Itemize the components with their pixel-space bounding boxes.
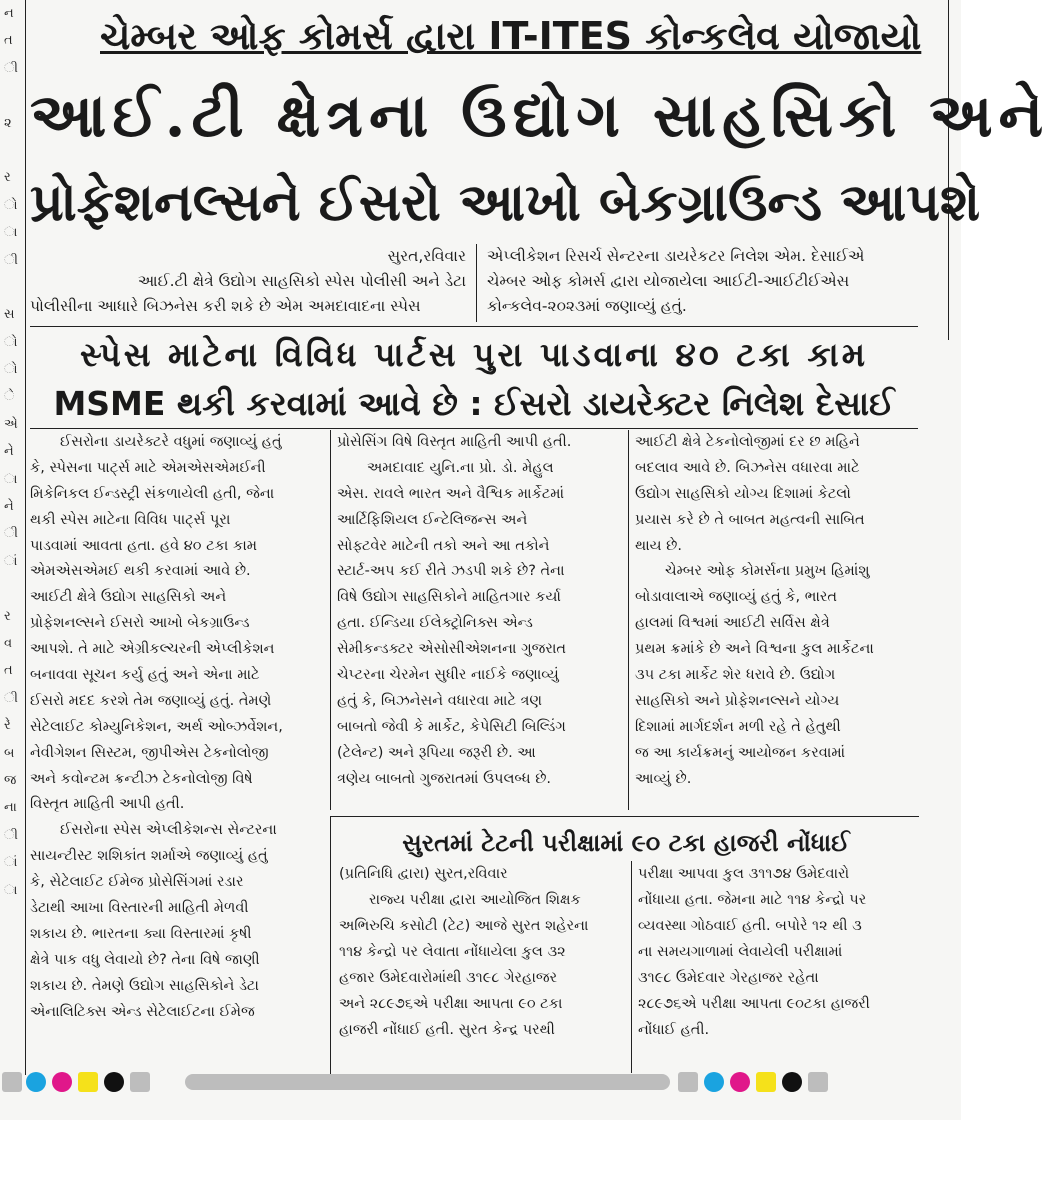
- margin-fragment: બ: [4, 745, 15, 761]
- box-column-2: [631, 861, 911, 1073]
- text-line: શકાય છે. ભારતના ક્યા વિસ્તારમાં કૃષી: [30, 925, 252, 942]
- text-line: ઈસરોના સ્પેસ એપ્લીકેશન્સ સેન્ટરના: [60, 822, 277, 839]
- text-line: સેમીકન્ડક્ટર એસોસીએશનના ગુજરાત: [337, 641, 567, 658]
- text-line: પાડવામાં આવતા હતા. હવે ૪૦ ટકા કામ: [30, 537, 257, 554]
- text-line: હતું કે, બિઝનેસને વધારવા માટે ત્રણ: [337, 692, 543, 709]
- gray-swatch: [678, 1072, 698, 1092]
- text-line: પરીક્ષા આપવા કુલ ૩૧૧૭૪ ઉમેદવારો: [638, 866, 850, 882]
- text-line: ઉદ્યોગ સાહસિકો યોગ્ય દિશામાં કેટલો: [635, 485, 851, 502]
- text-line: નોંધાઈ હતી.: [638, 1022, 710, 1038]
- text-line: સાયન્ટીસ્ટ શશિકાંત શર્માએ જણાવ્યું હતું: [30, 848, 268, 865]
- gray-swatch: [130, 1072, 150, 1092]
- margin-fragment: ાં: [4, 553, 18, 569]
- body-column-2: [330, 430, 620, 810]
- text-line: (પ્રતિનિધિ દ્વારા) સુરત,રવિવાર: [339, 866, 508, 882]
- gray-bar: [185, 1074, 670, 1090]
- magenta-dot: [52, 1072, 72, 1092]
- text-line: વિસ્તૃત માહિતી આપી હતી.: [30, 796, 185, 813]
- yellow-swatch: [756, 1072, 776, 1092]
- text-line: થકી સ્પેસ માટેના વિવિધ પાર્ટ્સ પૂરા: [30, 511, 231, 528]
- margin-fragment: ી: [4, 526, 19, 542]
- body-column-3: [628, 430, 918, 810]
- margin-fragment: ા: [4, 225, 18, 241]
- margin-fragment: ને: [4, 499, 14, 515]
- text-line: કે, સેટેલાઈટ ઈમેજ પ્રોસેસિંગમાં રડાર: [30, 874, 244, 891]
- text-line: ચેપ્ટરના ચેરમેન સુધીર નાઈકે જણાવ્યું: [337, 667, 559, 684]
- headline-line-1: આઈ.ટી ક્ષેત્રના ઉદ્યોગ સાહસિકો અને: [30, 81, 1049, 151]
- divider: [30, 428, 918, 429]
- margin-fragment: એ: [4, 416, 18, 432]
- text-line: મિકેનિકલ ઈન્ડસ્ટ્રી સંકળાયેલી હતી, જેના: [30, 485, 275, 502]
- text-line: બાબતો જેવી કે માર્કેટ, કેપેસિટી બિલ્ડિંગ: [337, 718, 566, 735]
- margin-fragment: ાં: [4, 855, 18, 871]
- text-line: પ્રોફેશનલ્સને ઈસરો આખો બેકગ્રાઉન્ડ: [30, 615, 250, 632]
- text-line: આવ્યું છે.: [635, 770, 692, 787]
- text-line: ચેમ્બર ઓફ કોમર્સના પ્રમુખ હિમાંશુ: [665, 563, 870, 580]
- text-line: દિશામાં માર્ગદર્શન મળી રહે તે હેતુથી: [635, 718, 841, 735]
- margin-fragment: ો: [4, 362, 18, 378]
- text-line: બોડાવાલાએ જણાવ્યું હતું કે, ભારત: [635, 589, 838, 606]
- column-rule: [948, 0, 949, 340]
- text-line: હાલમાં વિશ્વમાં આઈટી સર્વિસ ક્ષેત્રે: [635, 615, 830, 632]
- text-line: ત્રણેય બાબતો ગુજરાતમાં ઉપલબ્ધ છે.: [337, 770, 552, 787]
- yellow-swatch: [78, 1072, 98, 1092]
- news-article: [30, 0, 1049, 1075]
- margin-fragment: [4, 274, 25, 301]
- intro-left-line: આઈ.ટી ક્ષેત્રે ઉદ્યોગ સાહસિકો સ્પેસ પોલીસી અને ડેટા: [137, 272, 466, 290]
- margin-fragment: ી: [4, 690, 19, 706]
- intro-left-line: પોલીસીના આધારે બિઝનેસ કરી શકે છે એમ અમદાવાદના સ્પેસ: [30, 297, 421, 315]
- text-line: ૨૮૯૭૬એ પરીક્ષા આપતા ૯૦ટકા હાજરી: [638, 996, 870, 1012]
- text-line: (ટેલેન્ટ) અને રૂપિયા જરૂરી છે. આ: [337, 744, 536, 761]
- margin-fragment: ૨: [4, 115, 12, 131]
- margin-fragment: ી: [4, 60, 19, 76]
- text-line: ૧૧૪ કેન્દ્રો પર લેવાતા નોંધાયેલા કુલ ૩૨: [339, 944, 566, 960]
- text-line: અને કવોન્ટમ ક્રન્ટીઝ ટેકનોલોજી વિષે: [30, 770, 253, 787]
- margin-fragment: રે: [4, 718, 11, 734]
- text-line: ૩૧૯૮ ઉમેદવાર ગેરહાજર રહેતા: [638, 970, 819, 986]
- box-headline: સુરતમાં ટેટની પરીક્ષામાં ૯૦ ટકા હાજરી નોંધાઈ: [402, 829, 850, 857]
- text-line: એસ. રાવલે ભારત અને વૈશ્વિક માર્કેટમાં: [337, 485, 565, 502]
- text-line: ઈસરો મદદ કરશે તેમ જણાવ્યું હતું. તેમણે: [30, 692, 272, 709]
- margin-fragment: ે: [4, 389, 15, 405]
- text-line: નોંધાયા હતા. જેમના માટે ૧૧૪ કેન્દ્રો પર: [638, 892, 867, 908]
- margin-fragment: જ: [4, 772, 17, 788]
- margin-fragment: ા: [4, 882, 18, 898]
- text-line: ડેટાથી આખા વિસ્તારની માહિતી મેળવી: [30, 900, 249, 917]
- text-line: પ્રથમ ક્રમાંકે છે અને વિશ્વના કુલ માર્કેટના: [635, 641, 874, 658]
- intro-right-line: એપ્લીકેશન રિસર્ચ સેન્ટરના ડાયરેકટર નિલેશ એમ. દેસાઈએ: [487, 247, 865, 265]
- text-line: આપશે. તે માટે એગ્રીકલ્ચરની એપ્લીકેશન: [30, 641, 275, 658]
- margin-fragment: [4, 575, 25, 602]
- margin-fragment: ન: [4, 6, 14, 21]
- text-line: પ્રોસેસિંગ વિષે વિસ્તૃત માહિતી આપી હતી.: [337, 434, 572, 450]
- text-line: સોફ્ટવેર માટેની તકો અને આ તકોને: [337, 537, 550, 554]
- intro-left: [30, 244, 466, 322]
- margin-fragment: ો: [4, 334, 18, 350]
- text-line: ઈસરોના ડાયરેક્ટરે વધુમાં જણાવ્યું હતું: [60, 434, 282, 450]
- registration-color-bar: [0, 1072, 961, 1096]
- text-line: વિષે ઉદ્યોગ સાહસિકોને માહિતગાર કર્યા: [337, 589, 561, 606]
- tet-exam-news-box: [330, 816, 919, 1075]
- margin-fragment: [4, 137, 25, 164]
- margin-fragment: ત: [4, 663, 13, 679]
- text-line: અને ૨૮૯૭૬એ પરીક્ષા આપતા ૯૦ ટકા: [339, 996, 563, 1012]
- text-line: અભિરુચિ કસોટી (ટેટ) આજે સુરત શહેરના: [339, 918, 589, 934]
- text-line: પ્રયાસ કરે છે તે બાબત મહત્વની સાબિત: [635, 511, 865, 528]
- text-line: આઈટી ક્ષેત્રે ટેકનોલોજીમાં દર છ મહિને: [635, 434, 860, 450]
- margin-fragment: [4, 82, 25, 109]
- text-line: આર્ટિફિશિયલ ઈન્ટેલિજન્સ અને: [337, 511, 528, 528]
- headline-line-2: પ્રોફેશનલ્સને ઈસરો આખો બેકગ્રાઉન્ડ આપશે: [30, 172, 981, 233]
- text-line: હજાર ઉમેદવારોમાંથી ૩૧૯૮ ગેરહાજર: [339, 970, 558, 986]
- margin-fragment: ી: [4, 827, 19, 843]
- text-line: એનાલિટિક્સ એન્ડ સેટેલાઈટના ઈમેજ: [30, 1003, 255, 1020]
- cyan-dot: [26, 1072, 46, 1092]
- text-line: કે, સ્પેસના પાર્ટ્સ માટે એમએસએમઈની: [30, 459, 266, 476]
- magenta-dot: [730, 1072, 750, 1092]
- gray-swatch: [808, 1072, 828, 1092]
- text-line: રાજ્ય પરીક્ષા દ્વારા આયોજિત શિક્ષક: [369, 892, 581, 908]
- text-line: સેટેલાઈટ કોમ્યુનિકેશન, અર્થ ઓબ્ઝર્વેશન,: [30, 718, 283, 735]
- margin-fragment: ર: [4, 608, 11, 624]
- text-line: વ્યવસ્થા ગોઠવાઈ હતી. બપોરે ૧૨ થી ૩: [638, 918, 862, 934]
- text-line: બદલાવ આવે છે. બિઝનેસ વધારવા માટે: [635, 459, 860, 476]
- gray-swatch: [2, 1072, 22, 1092]
- intro-right-line: ચેમ્બર ઓફ કોમર્સ દ્વારા યોજાયેલા આઈટી-આઈટીઈએસ: [487, 272, 850, 290]
- article-kicker: ચેમ્બર ઓફ કોમર્સ દ્વારા IT-ITES કોન્કલેવ યોજાયો: [100, 14, 922, 58]
- black-dot: [104, 1072, 124, 1092]
- margin-fragment: સ: [4, 307, 15, 323]
- text-line: ના સમયગાળામાં લેવાયેલી પરીક્ષામાં: [638, 944, 843, 960]
- margin-fragment: ો: [4, 197, 18, 213]
- text-line: સ્ટાર્ટ-અપ કઈ રીતે ઝડપી શકે છે? તેના: [337, 563, 565, 580]
- margin-fragment: ર: [4, 170, 11, 186]
- margin-fragment: ી: [4, 252, 19, 268]
- divider: [30, 326, 918, 327]
- subheadline-line-1: સ્પેસ માટેના વિવિધ પાર્ટસ પુરા પાડવાના ૪૦ ટકા કામ: [79, 335, 868, 374]
- text-line: જ આ કાર્યક્રમનું આયોજન કરવામાં: [635, 744, 846, 761]
- text-line: અમદાવાદ યુનિ.ના પ્રો. ડો. મેહુલ: [367, 459, 554, 476]
- margin-fragment: ત: [4, 33, 13, 49]
- text-line: હતા. ઈન્ડિયા ઈલેક્ટ્રોનિક્સ એન્ડ: [337, 615, 533, 632]
- intro-right: [476, 244, 916, 322]
- left-margin-fragments: [0, 0, 26, 1075]
- text-line: સાહસિકો અને પ્રોફેશનલ્સને યોગ્ય: [635, 692, 840, 709]
- text-line: બનાવવા સૂચન કર્યુ હતું અને એના માટે: [30, 667, 260, 684]
- margin-fragment: વ: [4, 635, 13, 651]
- text-line: થાય છે.: [635, 537, 682, 554]
- intro-left-line: સુરત,રવિવાર: [387, 247, 466, 265]
- text-line: શકાય છે. તેમણે ઉદ્યોગ સાહસિકોને ડેટા: [30, 977, 259, 994]
- text-line: ક્ષેત્રે પાક વધુ લેવાયો છે? તેના વિષે જાણી: [30, 951, 260, 968]
- text-line: નેવીગેશન સિસ્ટમ, જીપીએસ ટેકનોલોજી: [30, 744, 269, 761]
- text-line: આઈટી ક્ષેત્રે ઉદ્યોગ સાહસિકો અને: [30, 589, 227, 606]
- box-column-1: [339, 861, 625, 1073]
- text-line: હાજરી નોંધાઈ હતી. સુરત કેન્દ્ર પરથી: [339, 1022, 555, 1038]
- subheadline-line-2: MSME થકી કરવામાં આવે છે : ઈસરો ડાયરેક્ટર નિલેશ દેસાઈ: [53, 384, 895, 423]
- black-dot: [782, 1072, 802, 1092]
- cyan-dot: [704, 1072, 724, 1092]
- intro-right-line: કોન્કલેવ-૨૦૨૩માં જણાવ્યું હતું.: [487, 297, 687, 315]
- margin-fragment: ના: [4, 800, 17, 816]
- body-column-1: [30, 430, 320, 1070]
- text-line: ૩૫ ટકા માર્કેટ શેર ધરાવે છે. ઉદ્યોગ: [635, 667, 836, 684]
- margin-fragment: ા: [4, 471, 18, 487]
- margin-fragment: ને: [4, 444, 14, 460]
- text-line: એમએસએમઈ થકી કરવામાં આવે છે.: [30, 563, 251, 580]
